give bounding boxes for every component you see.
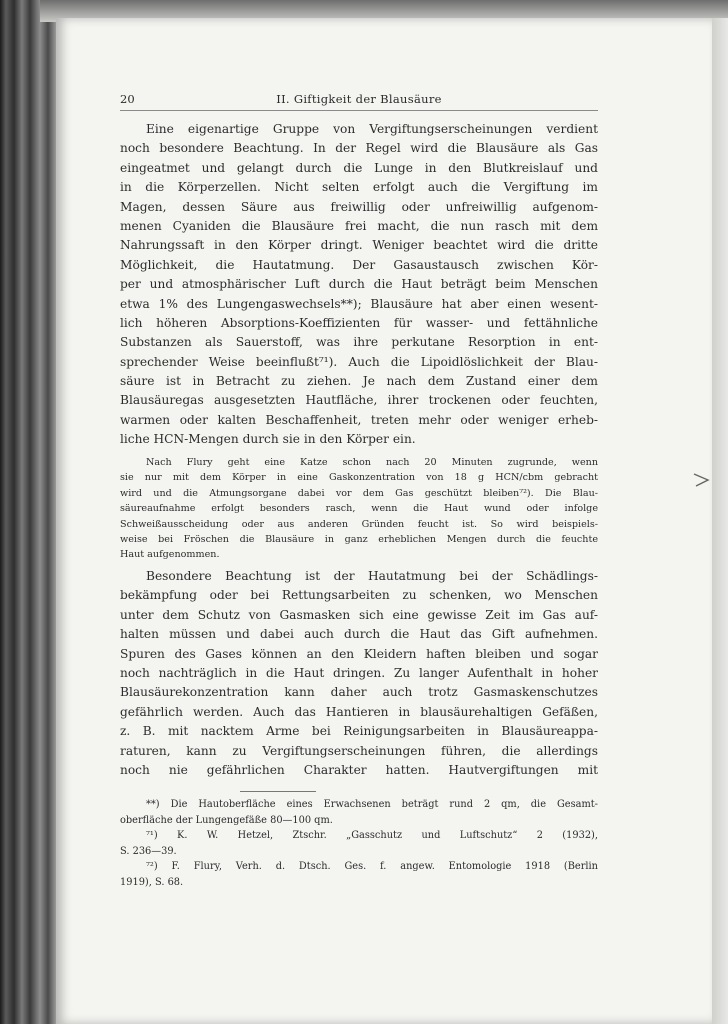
text-line: sie nur mit dem Körper in eine Gaskonzentration von 18 g HCN/cbm gebracht bbox=[120, 472, 598, 484]
text-line: halten müssen und dabei auch durch die Haut das Gift aufnehmen. bbox=[120, 627, 598, 642]
text-line: gefährlich werden. Auch das Hantieren in blausäurehaltigen Gefäßen, bbox=[120, 704, 598, 719]
margin-mark bbox=[692, 466, 712, 496]
paragraph-2 bbox=[120, 567, 598, 780]
text-line: raturen, kann zu Vergiftungserscheinungen führen, die allerdings bbox=[120, 743, 598, 758]
book-spine bbox=[0, 0, 58, 1024]
footnotes bbox=[120, 797, 598, 891]
text-line: sprechender Weise beeinflußt⁷¹). Auch die Lipoidlöslichkeit der Blau- bbox=[120, 354, 598, 369]
page-right-edge bbox=[712, 18, 728, 1024]
text-line: z. B. mit nacktem Arme bei Reinigungsarbeiten in Blausäureappa- bbox=[120, 724, 598, 739]
text-line: Haut aufgenommen. bbox=[120, 549, 220, 561]
text-line: Schweißausscheidung oder aus anderen Gründen feucht ist. So wird beispiels- bbox=[120, 518, 598, 530]
text-line: noch nie gefährlichen Charakter hatten. Hautvergiftungen mit bbox=[120, 762, 598, 777]
text-line: noch nachträglich in die Haut dringen. Zu langer Aufenthalt in hoher bbox=[120, 665, 598, 680]
text-line: Nach Flury geht eine Katze schon nach 20 Minuten zugrunde, wenn bbox=[146, 457, 598, 468]
margin-arrow-icon bbox=[692, 466, 712, 496]
text-line: Spuren des Gases können an den Kleidern haften bleiben und sogar bbox=[120, 646, 598, 661]
text-line: säureaufnahme erfolgt besonders rasch, wenn die Haut wund oder infolge bbox=[120, 503, 598, 515]
text-line: Magen, dessen Säure aus freiwillig oder unfreiwillig aufgenom- bbox=[120, 199, 598, 214]
footnote-line: 1919), S. 68. bbox=[120, 876, 184, 888]
page-header bbox=[120, 90, 598, 111]
text-line: menen Cyaniden die Blausäure frei macht, die nun rasch mit dem bbox=[120, 218, 598, 233]
text-line: etwa 1% des Lungengaswechsels**); Blausäure hat aber einen wesent- bbox=[120, 296, 598, 311]
text-line: eingeatmet und gelangt durch die Lunge in den Blutkreislauf und bbox=[120, 160, 598, 175]
text-line: Nahrungssaft in den Körper dringt. Weniger beachtet wird die dritte bbox=[120, 238, 598, 253]
footnote-line: oberfläche der Lungengefäße 80—100 qm. bbox=[120, 814, 333, 826]
text-line: lich höheren Absorptions-Koeffizienten für wasser- und fettähnliche bbox=[120, 315, 598, 330]
text-line: wird und die Atmungsorgane dabei vor dem Gas geschützt bleiben⁷²). Die Blau- bbox=[120, 487, 598, 499]
text-line: per und atmosphärischer Luft durch die Haut beträgt beim Menschen bbox=[120, 277, 598, 292]
text-line: weise bei Fröschen die Blausäure in ganz erheblichen Mengen durch die feuchte bbox=[120, 533, 598, 545]
text-line: säure ist in Betracht zu ziehen. Je nach dem Zustand einer dem bbox=[120, 374, 598, 389]
footnote-line: S. 236—39. bbox=[120, 845, 177, 857]
footnote-rule bbox=[240, 791, 316, 792]
text-line: liche HCN-Mengen durch sie in den Körper ein. bbox=[120, 432, 416, 447]
footnote-line: **) Die Hautoberfläche eines Erwachsenen beträgt rund 2 qm, die Gesamt- bbox=[146, 799, 598, 810]
text-line: Besondere Beachtung ist der Hautatmung bei der Schädlings- bbox=[146, 569, 598, 583]
page-number: 20 bbox=[120, 92, 135, 106]
footnote-line: ⁷²) F. Flury, Verh. d. Dtsch. Ges. f. angew. Entomologie 1918 (Berlin bbox=[146, 861, 598, 873]
text-line: unter dem Schutz von Gasmasken sich eine gewisse Zeit im Gas auf- bbox=[120, 607, 598, 622]
text-line: warmen oder kalten Beschaffenheit, treten mehr oder weniger erheb- bbox=[120, 412, 598, 427]
text-line: bekämpfung oder bei Rettungsarbeiten zu schenken, wo Menschen bbox=[120, 588, 598, 603]
text-line: Blausäurekonzentration kann daher auch trotz Gasmaskenschutzes bbox=[120, 685, 598, 700]
footnote-line: ⁷¹) K. W. Hetzel, Ztschr. „Gasschutz und Luftschutz“ 2 (1932), bbox=[146, 830, 598, 842]
text-line: noch besondere Beachtung. In der Regel wird die Blausäure als Gas bbox=[120, 141, 598, 156]
paragraph-1 bbox=[120, 120, 598, 450]
text-line: Möglichkeit, die Hautatmung. Der Gasaustausch zwischen Kör- bbox=[120, 257, 598, 272]
running-title: II. Giftigkeit der Blausäure bbox=[276, 92, 442, 106]
text-line: Blausäuregas ausgesetzten Hautfläche, ihrer trockenen oder feuchten, bbox=[120, 393, 598, 408]
text-line: Substanzen als Sauerstoff, was ihre perkutane Resorption in ent- bbox=[120, 335, 598, 350]
text-line: Eine eigenartige Gruppe von Vergiftungserscheinungen verdient bbox=[146, 122, 598, 136]
small-print-paragraph bbox=[120, 455, 598, 563]
text-line: in die Körperzellen. Nicht selten erfolgt auch die Vergiftung im bbox=[120, 180, 598, 195]
